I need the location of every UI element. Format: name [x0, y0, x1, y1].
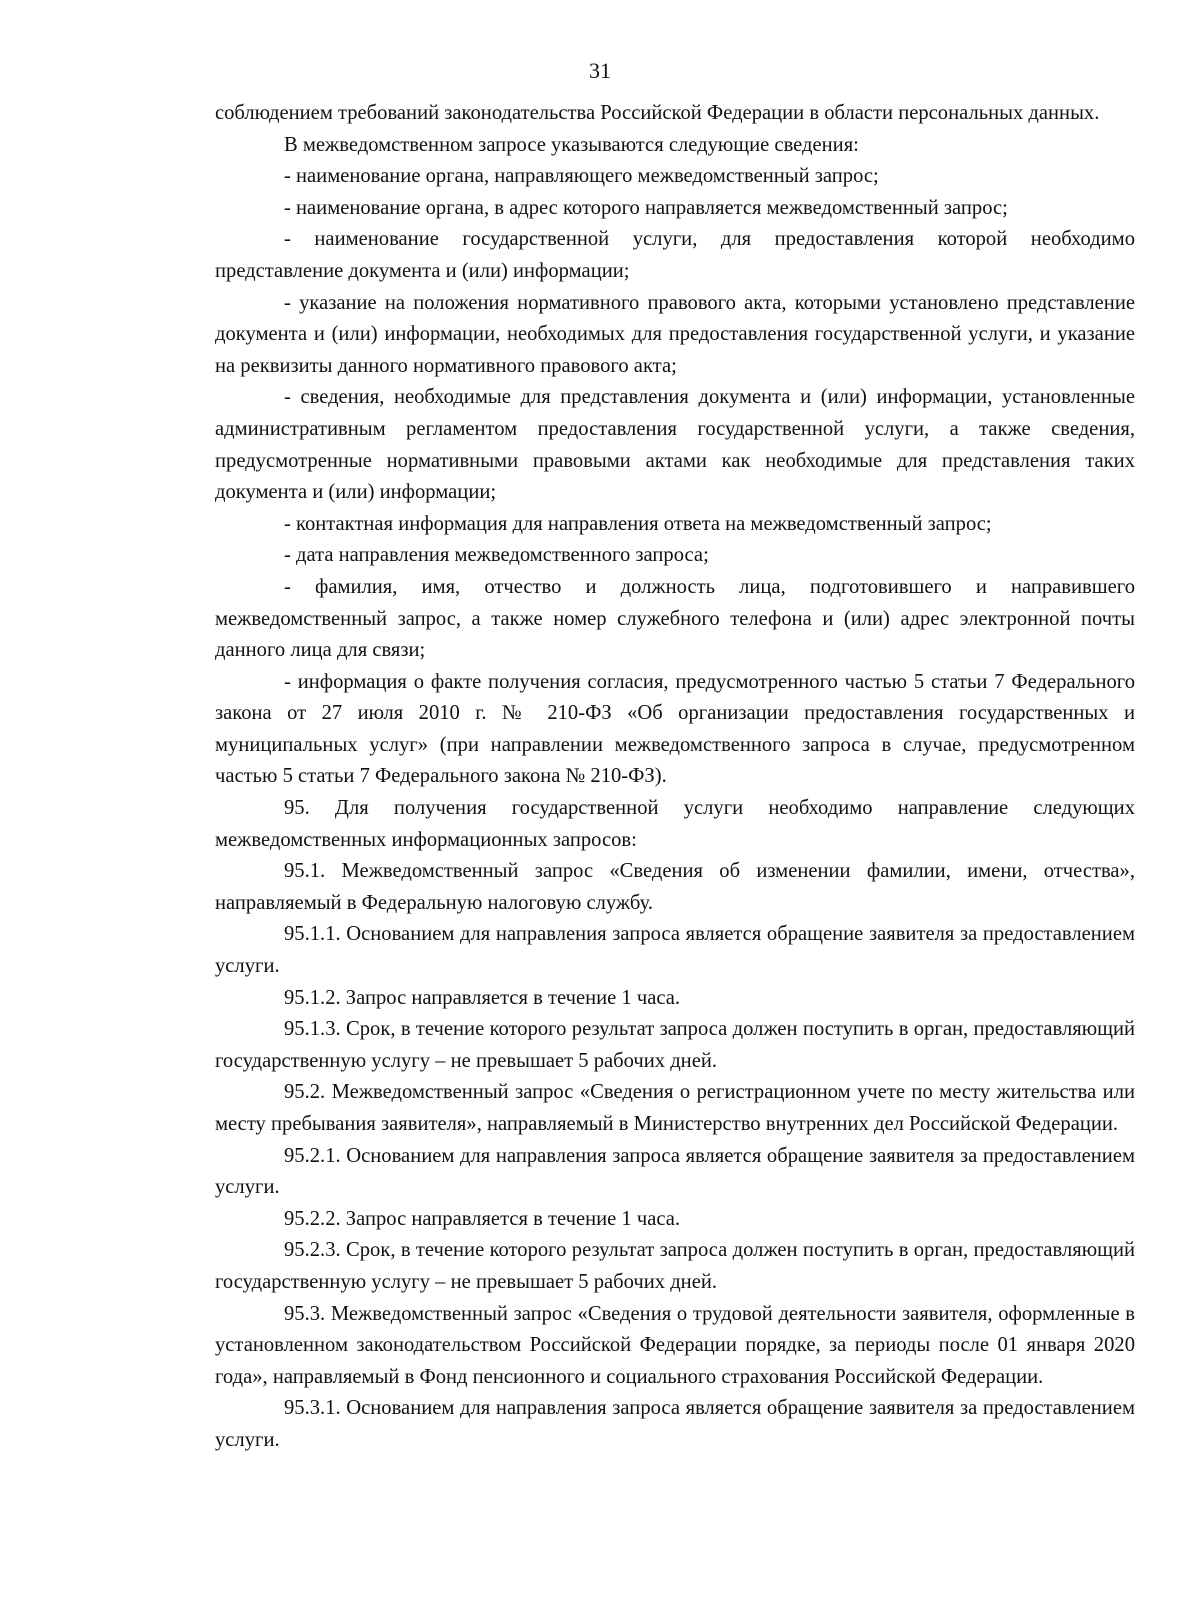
paragraph-continuation: соблюдением требований законодательства Российской Федерации в области персональных данных.: [215, 102, 1100, 124]
list-item: - фамилия, имя, отчество и должность лица, подготовившего и направившего межведомственный запрос, а также номер служебного телефона и (или) адрес электронной почты данного лица для связи;: [215, 575, 1135, 662]
clause-95-1-3: 95.1.3. Срок, в течение которого результат запроса должен поступить в орган, предоставляющий государственную услугу – не превышает 5 рабочих дней.: [215, 1018, 1135, 1072]
list-item: - контактная информация для направления ответа на межведомственный запрос;: [284, 512, 992, 535]
list-item: - наименование органа, направляющего межведомственный запрос;: [284, 165, 879, 188]
list-item: - информация о факте получения согласия, предусмотренного частью 5 статьи 7 Федерального закона от 27 июля 2010 г. № 210-ФЗ «Об организации предоставления государственных и муниципальных услуг» (при направлении межведомственного запроса в случае, предусмотренном частью 5 статьи 7 Федерального закона № 210-ФЗ).: [215, 670, 1135, 788]
list-item: - наименование государственной услуги, для предоставления которой необходимо представление документа и (или) информации;: [215, 228, 1135, 282]
list-item: - дата направления межведомственного запроса;: [284, 544, 709, 567]
clause-95: 95. Для получения государственной услуги необходимо направление следующих межведомственных информационных запросов:: [215, 797, 1135, 851]
clause-95-1-1: 95.1.1. Основанием для направления запроса является обращение заявителя за предоставлением услуги.: [215, 923, 1135, 978]
clause-95-2: 95.2. Межведомственный запрос «Сведения о регистрационном учете по месту жительства или месту пребывания заявителя», направляемый в Министерство внутренних дел Российской Федерации.: [215, 1081, 1135, 1135]
clause-95-3-1: 95.3.1. Основанием для направления запроса является обращение заявителя за предоставлением услуги.: [215, 1397, 1135, 1451]
clause-95-2-1: 95.2.1. Основанием для направления запроса является обращение заявителя за предоставлением услуги.: [215, 1144, 1135, 1199]
list-item: - сведения, необходимые для представления документа и (или) информации, установленные административным регламентом предоставления государственной услуги, а также сведения, предусмотренные нормативными правовыми актами как необходимые для представления таких документа и (или) информации;: [215, 386, 1135, 504]
list-item: - указание на положения нормативного правового акта, которыми установлено представление документа и (или) информации, необходимых для предоставления государственной услуги, и указание на реквизиты данного нормативного правового акта;: [215, 291, 1135, 377]
clause-95-2-2: 95.2.2. Запрос направляется в течение 1 часа.: [284, 1207, 681, 1230]
clause-95-3: 95.3. Межведомственный запрос «Сведения о трудовой деятельности заявителя, оформленные в установленном законодательством Российской Федерации порядке, за периоды после 01 января 2020 года», направляемый в Фонд пенсионного и социального страхования Российской Федерации.: [215, 1302, 1135, 1388]
clause-95-2-3: 95.2.3. Срок, в течение которого результат запроса должен поступить в орган, предоставляющий государственную услугу – не превышает 5 рабочих дней.: [215, 1239, 1135, 1293]
clause-95-1-2: 95.1.2. Запрос направляется в течение 1 часа.: [284, 986, 681, 1009]
paragraph-intro: В межведомственном запросе указываются следующие сведения:: [284, 133, 859, 156]
document-body: [215, 98, 1135, 1457]
clause-95-1: 95.1. Межведомственный запрос «Сведения об изменении фамилии, имени, отчества», направляемый в Федеральную налоговую службу.: [215, 860, 1135, 914]
page-number: 31: [589, 58, 611, 83]
list-item: - наименование органа, в адрес которого направляется межведомственный запрос;: [284, 196, 1008, 219]
